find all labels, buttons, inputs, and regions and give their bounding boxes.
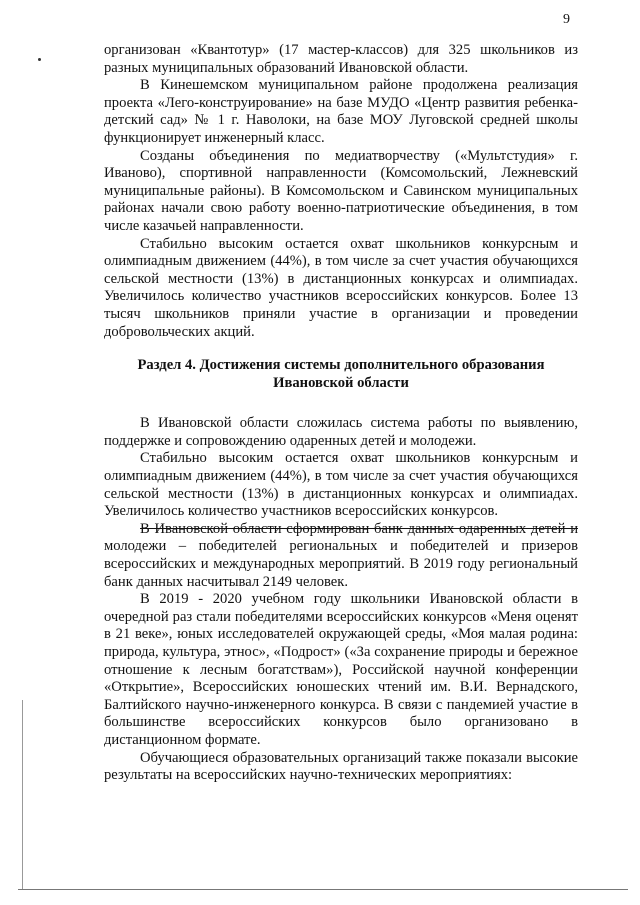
paragraph-competitions: В 2019 - 2020 учебном году школьники Ивановской области в очередной раз стали победителями всероссийских конкурсов «Меня оценят в 21 веке», юных исследователей окружающей среды, «Моя малая родина: природа, культура, этнос», «Подрост» («За сохранение природы и бережное отношение к лесным богатствам»), Российской научной конференции «Открытие», Всероссийских юношеских чтений им. В.И. Вернадского, Балтийского научно-инженерного конкурса. В связи с пандемией участие в большинстве всероссийских конкурсов было организовано в дистанционном формате. xyxy=(104,591,578,748)
document-body xyxy=(104,42,578,785)
paragraph-continuation: организован «Квантотур» (17 мастер-классов) для 325 школьников из разных муниципальных образований Ивановской области. xyxy=(104,42,578,76)
page-number: 9 xyxy=(563,12,570,27)
scan-artifact-dot xyxy=(38,58,41,61)
data-bank-text: молодежи – победителей региональных и победителей и призеров всероссийских и международных мероприятий. В 2019 году региональный банк данных насчитывал 2149 человек. xyxy=(104,538,578,590)
paragraph-gifted-system: В Ивановской области сложилась система работы по выявлению, поддержке и сопровождению одаренных детей и молодежи. xyxy=(104,415,578,449)
paragraph-olympiad-repeat: Стабильно высоким остается охват школьников конкурсным и олимпиадным движением (44%), в том числе за счет участия обучающихся сельской местности (13%) в дистанционных конкурсах и олимпиадах. Увеличилось количество участников всероссийских конкурсов. xyxy=(104,450,578,520)
scan-bottom-line xyxy=(18,889,628,890)
paragraph-data-bank xyxy=(104,521,578,591)
paragraph-olympiad: Стабильно высоким остается охват школьников конкурсным и олимпиадным движением (44%), в том числе за счет участия обучающихся сельской местности (13%) в дистанционных конкурсах и олимпиадах. Увеличилось количество участников всероссийских конкурсов. Более 13 тысяч школьников приняли участие в организации и проведении добровольческих акций. xyxy=(104,235,578,340)
struck-text: В Ивановской области сформирован банк данных одаренных детей и xyxy=(140,520,578,537)
section-heading-line1: Раздел 4. Достижения системы дополнительного образования xyxy=(137,357,545,374)
paragraph-kineshma: В Кинешемском муниципальном районе продолжена реализация проекта «Лего-конструирование» на базе МУДО «Центр развития ребенка-детский сад» № 1 г. Наволоки, на базе МОУ Луговской средней школы функционирует инженерный класс. xyxy=(104,77,578,146)
section-heading-line2: Ивановской области xyxy=(273,374,409,391)
scan-edge-line xyxy=(22,700,23,890)
paragraph-tech-results: Обучающиеся образовательных организаций также показали высокие результаты на всероссийских научно-технических мероприятиях: xyxy=(104,749,578,784)
paragraph-associations: Созданы объединения по медиатворчеству («Мультстудия» г. Иваново), спортивной направленности (Комсомольский, Лежневский муниципальные районы). В Комсомольском и Савинском муниципальных районах начали свою работу военно-патриотические объединения, в том числе казачьей направленности. xyxy=(104,147,578,234)
